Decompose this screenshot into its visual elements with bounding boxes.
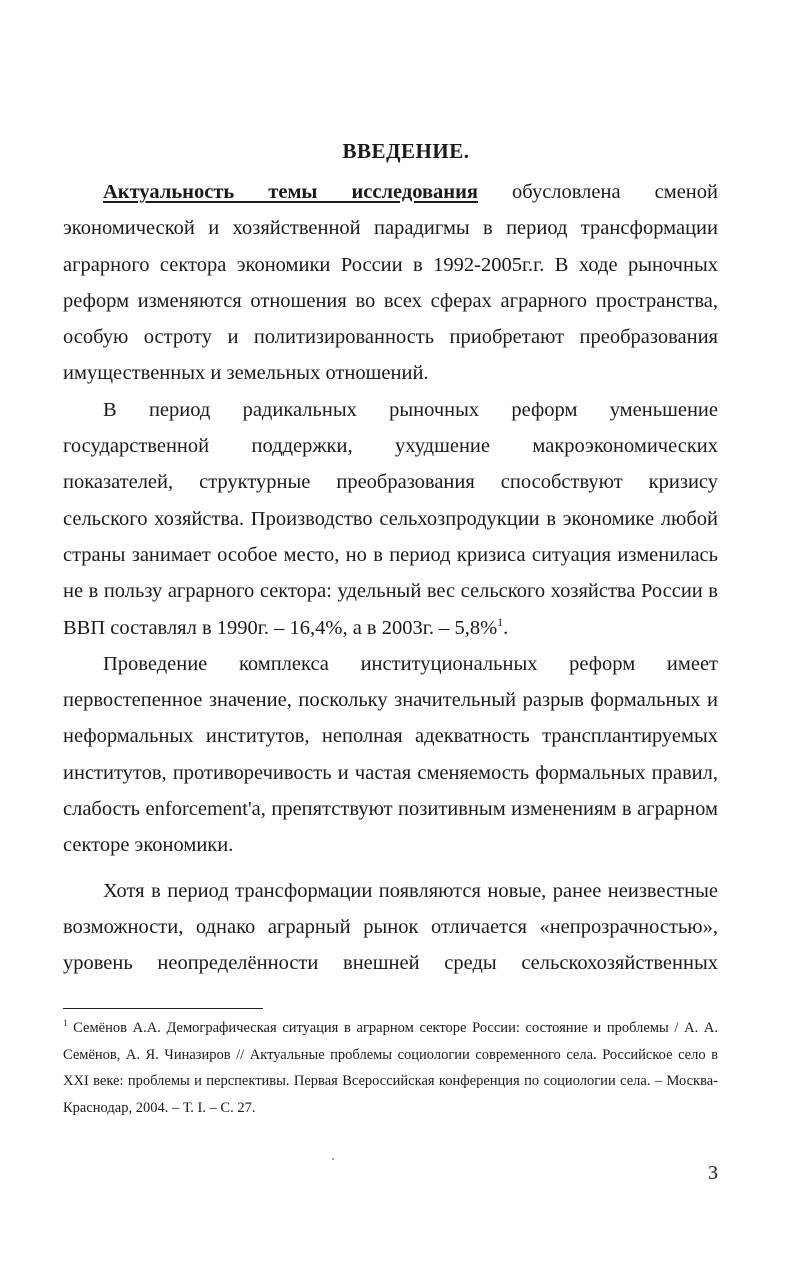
footnote-text: Семёнов А.А. Демографическая ситуация в аграрном секторе России: состояние и проблемы / А. А. Семёнов, А. Я. Чиназиров // Актуальные проблемы социологии современного села. Российское село в XXI веке: проблемы и перспективы. Первая Всероссийская конференция по социологии села. – Москва-Краснодар, 2004. – Т. I. – С. 27. [63, 1020, 718, 1116]
paragraph-end: . [503, 616, 509, 639]
footnote [63, 1015, 718, 1121]
paragraph-relevance [63, 174, 718, 392]
paragraph-text: обусловлена сменой экономической и хозяйственной парадигмы в период трансформации аграрного сектора экономики России в 1992-2005г.г. В ходе рыночных реформ изменяются отношения во всех сферах аграрного пространства, особую остроту и политизированность приобретают преобразования имущественных и земельных отношений. [63, 181, 718, 385]
scan-speck [332, 1158, 334, 1160]
body-text [63, 174, 718, 982]
page-number: 3 [708, 1162, 718, 1184]
footnote-divider [63, 1008, 263, 1009]
footnote-marker: 1 [63, 1018, 68, 1028]
paragraph-market [63, 873, 718, 982]
paragraph-institutions [63, 646, 718, 864]
paragraph-reforms [63, 392, 718, 646]
paragraph-text: В период радикальных рыночных реформ уменьшение государственной поддержки, ухудшение макроэкономических показателей, структурные преобразования способствуют кризису сельского хозяйства. Производство сельхозпродукции в экономике любой страны занимает особое место, но в период кризиса ситуация изменилась не в пользу аграрного сектора: удельный вес сельского хозяйства России в ВВП составлял в 1990г. – 16,4%, а в 2003г. – 5,8% [63, 398, 718, 639]
paragraph-text: Хотя в период трансформации появляются новые, ранее неизвестные возможности, однако аграрный рынок отличается «непрозрачностью», уровень неопределённости внешней среды сельскохозяйственных [63, 879, 718, 975]
footnote-reference[interactable]: 1 [497, 614, 504, 629]
relevance-heading: Актуальность темы исследования [103, 181, 478, 203]
paragraph-text: Проведение комплекса институциональных реформ имеет первостепенное значение, поскольку значительный разрыв формальных и неформальных институтов, неполная адекватность трансплантируемых институтов, противоречивость и частая сменяемость формальных правил, слабость enforcement'а, препятствуют позитивным изменениям в аграрном секторе экономики. [63, 652, 718, 857]
page-title: ВВЕДЕНИЕ. [342, 139, 470, 163]
